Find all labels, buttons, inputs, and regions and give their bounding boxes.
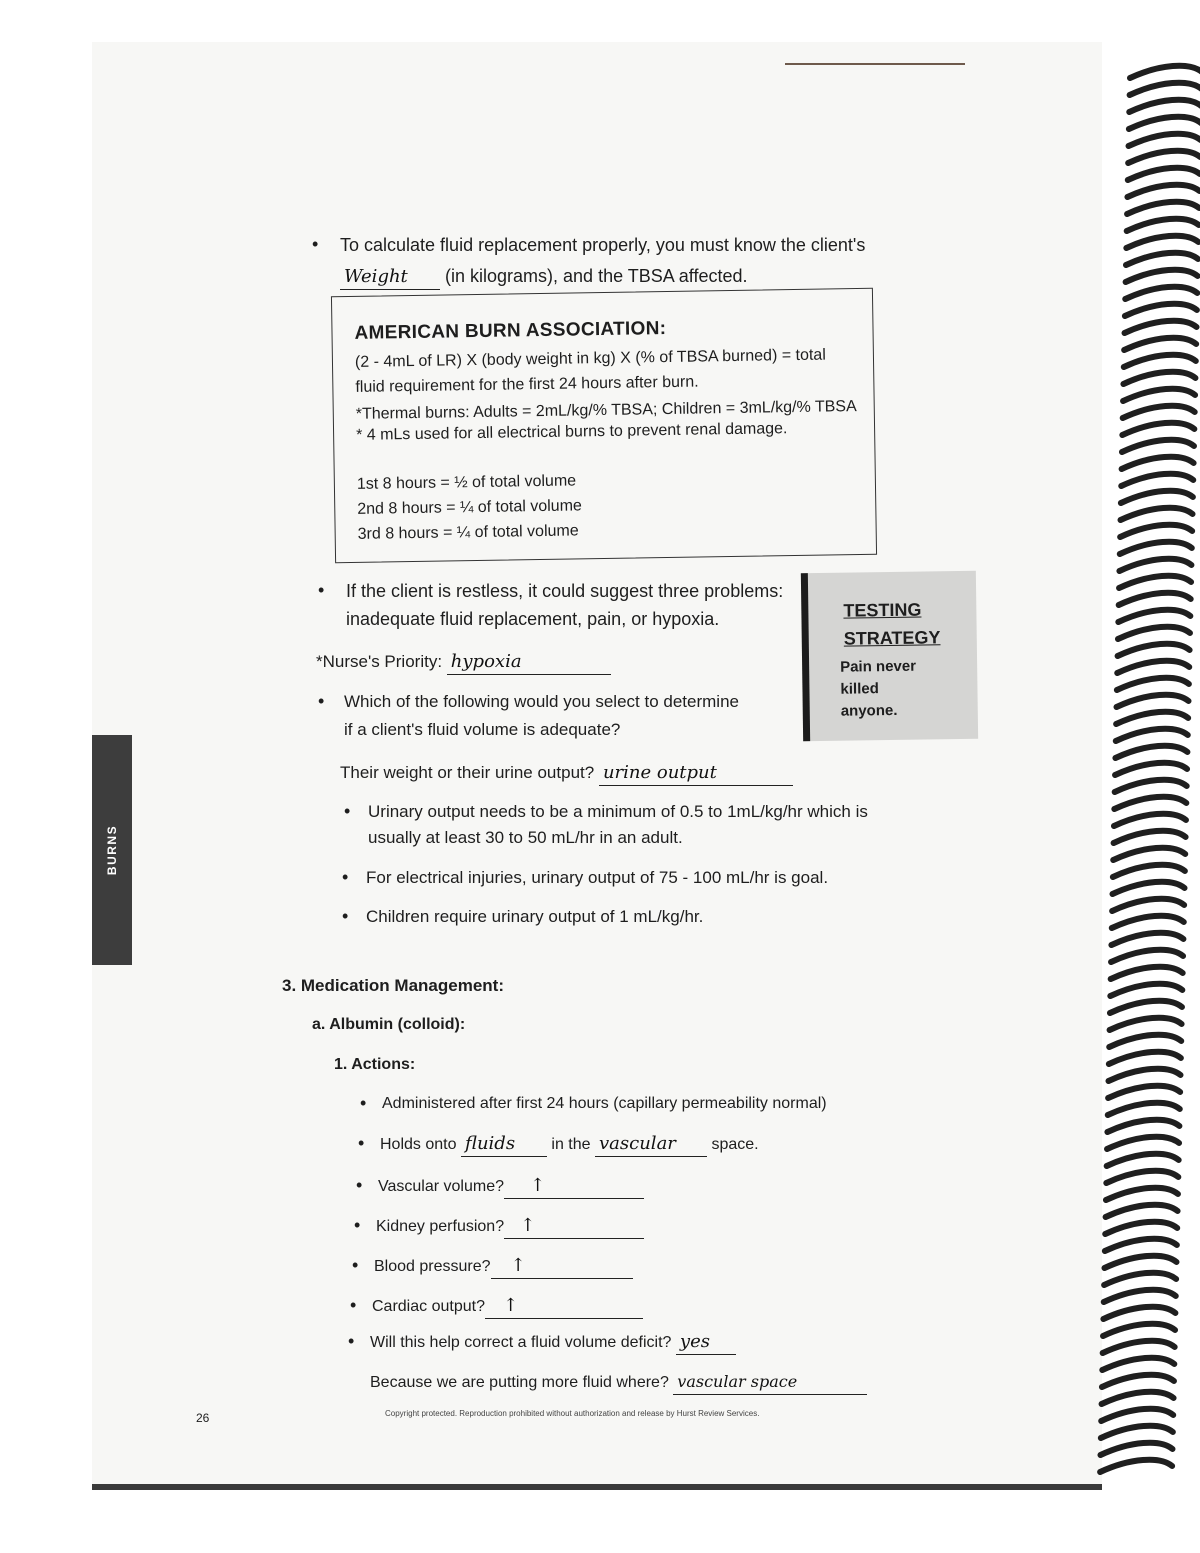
page-number: 26 xyxy=(196,1411,210,1425)
spiral-coil xyxy=(1124,338,1196,350)
which-line2: if a client's fluid volume is adequate? xyxy=(344,720,621,739)
vascular-volume-label: Vascular volume? xyxy=(378,1178,504,1195)
spiral-coil xyxy=(1100,1460,1172,1472)
spiral-coil xyxy=(1125,287,1197,299)
spiral-coil xyxy=(1102,1375,1174,1387)
spiral-coil xyxy=(1127,202,1199,214)
spiral-coil xyxy=(1119,593,1191,605)
spiral-coil xyxy=(1111,950,1183,962)
spiral-coil xyxy=(1115,763,1187,775)
spiral-coil xyxy=(1103,1324,1175,1336)
spiral-coil xyxy=(1109,1069,1181,1081)
strategy-body xyxy=(840,656,917,723)
bottom-edge-line xyxy=(92,1484,1102,1490)
side-tab-label: BURNS xyxy=(105,824,120,876)
restless-line2: inadequate fluid replacement, pain, or hypoxia. xyxy=(346,609,720,629)
administered-text: Administered after first 24 hours (capillary permeability normal) xyxy=(382,1095,827,1112)
holds-label-3: space. xyxy=(711,1136,759,1153)
kidney-perfusion-row xyxy=(376,1214,644,1239)
spiral-coil xyxy=(1126,270,1198,282)
spiral-coil xyxy=(1111,967,1183,979)
bullet-dot: • xyxy=(318,691,325,711)
spiral-coil xyxy=(1121,508,1193,520)
bullet-dot: • xyxy=(360,1093,367,1113)
strategy-heading-line2: STRATEGY xyxy=(843,627,941,649)
spiral-coil xyxy=(1128,151,1200,163)
bullet-dot: • xyxy=(342,906,349,926)
strategy-body-line2: killed xyxy=(840,680,879,698)
electrical-goal: For electrical injuries, urinary output of 75 - 100 mL/hr is goal. xyxy=(366,868,829,887)
where-answer[interactable]: vascular space xyxy=(673,1370,867,1395)
strategy-bar xyxy=(801,573,810,741)
bullet-dot: • xyxy=(354,1215,361,1235)
spiral-coil xyxy=(1114,831,1186,843)
spiral-coil xyxy=(1106,1188,1178,1200)
spiral-coil xyxy=(1105,1256,1177,1268)
spiral-coil xyxy=(1129,100,1200,112)
weight-or-urine-answer[interactable]: urine output xyxy=(599,761,793,786)
spiral-coil xyxy=(1117,661,1189,673)
spiral-coil xyxy=(1116,712,1188,724)
bullet-dot: • xyxy=(348,1331,355,1351)
spiral-coil xyxy=(1108,1086,1180,1098)
holds-answer-1[interactable]: fluids xyxy=(461,1132,547,1157)
copyright-footer: Copyright protected. Reproduction prohibited without authorization and release by Hurst Review Services. xyxy=(385,1409,760,1418)
spiral-coil xyxy=(1107,1120,1179,1132)
nurse-priority-row xyxy=(316,650,611,675)
blood-pressure-label: Blood pressure? xyxy=(374,1258,491,1275)
spiral-coil xyxy=(1112,899,1184,911)
spiral-coil xyxy=(1124,355,1196,367)
fluid-calc-line2-row xyxy=(340,264,748,290)
spiral-coil xyxy=(1106,1205,1178,1217)
bullet-dot: • xyxy=(356,1175,363,1195)
spiral-binding xyxy=(1090,0,1200,1553)
aba-electrical-note: * 4 mLs used for all electrical burns to prevent renal damage. xyxy=(355,420,788,444)
spiral-coil xyxy=(1109,1052,1181,1064)
spiral-coil xyxy=(1106,1171,1178,1183)
spiral-coil xyxy=(1114,797,1186,809)
fluid-calc-line1: To calculate fluid replacement properly, you must know the client's xyxy=(340,235,866,255)
spiral-coil xyxy=(1110,1001,1182,1013)
aba-hours-1: 1st 8 hours = ½ of total volume xyxy=(356,472,577,493)
spiral-coil xyxy=(1112,916,1184,928)
spiral-coil xyxy=(1116,729,1188,741)
spiral-coil xyxy=(1113,882,1185,894)
spiral-coil xyxy=(1122,423,1194,435)
bullet-dot: • xyxy=(342,867,349,887)
spiral-coil xyxy=(1118,627,1190,639)
chapter-side-tab xyxy=(92,735,132,965)
spiral-coil xyxy=(1123,406,1195,418)
spiral-coil xyxy=(1122,440,1194,452)
cardiac-output-row xyxy=(372,1294,643,1319)
where-label: Because we are putting more fluid where? xyxy=(370,1374,669,1391)
spiral-coil xyxy=(1109,1035,1181,1047)
restless-line1: If the client is restless, it could suggest three problems: xyxy=(346,581,784,601)
spiral-coil xyxy=(1103,1341,1175,1353)
strategy-body-line1: Pain never xyxy=(840,657,917,676)
aba-thermal-note: *Thermal burns: Adults = 2mL/kg/% TBSA; Children = 3mL/kg/% TBSA xyxy=(355,398,857,423)
deficit-label: Will this help correct a fluid volume deficit? xyxy=(370,1334,672,1351)
spiral-coil xyxy=(1129,117,1200,129)
spiral-coil xyxy=(1117,678,1189,690)
spiral-coil xyxy=(1115,746,1187,758)
nurse-priority-label: *Nurse's Priority: xyxy=(316,652,443,671)
vascular-volume-row xyxy=(378,1174,644,1199)
urinary-line2: usually at least 30 to 50 mL/hr in an adult. xyxy=(368,828,683,847)
deficit-answer[interactable]: yes xyxy=(676,1330,736,1355)
spiral-coil xyxy=(1121,474,1193,486)
urinary-line1: Urinary output needs to be a minimum of 0.5 to 1mL/kg/hr which is xyxy=(368,802,868,821)
spiral-coil xyxy=(1102,1358,1174,1370)
spiral-coil xyxy=(1118,610,1190,622)
spiral-coil xyxy=(1104,1273,1176,1285)
spiral-coil xyxy=(1119,559,1191,571)
nurse-priority-answer[interactable]: hypoxia xyxy=(447,650,611,675)
spiral-coil xyxy=(1100,1443,1172,1455)
weight-or-urine-row xyxy=(340,761,793,786)
bullet-dot: • xyxy=(358,1133,365,1153)
spiral-coil xyxy=(1103,1307,1175,1319)
spiral-coil xyxy=(1115,780,1187,792)
strategy-body-line3: anyone. xyxy=(840,701,898,720)
holds-label-1: Holds onto xyxy=(380,1136,457,1153)
bullet-dot: • xyxy=(344,801,351,821)
spiral-coil xyxy=(1122,457,1194,469)
spiral-coil xyxy=(1117,695,1189,707)
spiral-coil xyxy=(1108,1103,1180,1115)
which-line1: Which of the following would you select to determine xyxy=(344,692,739,711)
fluid-calc-answer[interactable]: Weight xyxy=(340,265,440,290)
spiral-coil xyxy=(1130,83,1200,95)
aba-hours-2: 2nd 8 hours = ¼ of total volume xyxy=(357,497,582,518)
spiral-coil xyxy=(1105,1222,1177,1234)
spiral-coil xyxy=(1127,185,1199,197)
holds-onto-row xyxy=(380,1132,759,1157)
aba-formula-box xyxy=(331,288,877,563)
cardiac-output-label: Cardiac output? xyxy=(372,1298,485,1315)
spiral-coil xyxy=(1114,814,1186,826)
spiral-coil xyxy=(1120,525,1192,537)
spiral-coil xyxy=(1120,542,1192,554)
spiral-coil xyxy=(1123,372,1195,384)
vascular-volume-up-arrow-icon[interactable]: ↑ xyxy=(504,1174,644,1199)
spiral-coil xyxy=(1107,1154,1179,1166)
spiral-coil xyxy=(1110,1018,1182,1030)
holds-label-2: in the xyxy=(551,1136,591,1153)
spiral-coil xyxy=(1113,865,1185,877)
spiral-coil xyxy=(1126,253,1198,265)
cardiac-output-up-arrow-icon[interactable]: ↑ xyxy=(485,1294,643,1319)
blood-pressure-row xyxy=(374,1254,633,1279)
spiral-coil xyxy=(1101,1426,1173,1438)
spiral-coil xyxy=(1127,219,1199,231)
bullet-dot: • xyxy=(350,1295,357,1315)
where-row xyxy=(370,1370,867,1395)
testing-strategy-box xyxy=(801,571,978,741)
medication-section-title: 3. Medication Management: xyxy=(282,976,504,995)
spiral-coil xyxy=(1123,389,1195,401)
spiral-coil xyxy=(1104,1290,1176,1302)
kidney-perfusion-up-arrow-icon[interactable]: ↑ xyxy=(504,1214,644,1239)
spiral-coil xyxy=(1113,848,1185,860)
fluid-calc-line2: (in kilograms), and the TBSA affected. xyxy=(445,266,748,286)
spiral-coil xyxy=(1126,236,1198,248)
kidney-perfusion-label: Kidney perfusion? xyxy=(376,1218,505,1235)
spiral-coil xyxy=(1121,491,1193,503)
children-output: Children require urinary output of 1 mL/kg/hr. xyxy=(366,907,704,926)
spiral-coil xyxy=(1125,304,1197,316)
top-edge-line xyxy=(785,63,965,65)
holds-answer-2[interactable]: vascular xyxy=(595,1132,707,1157)
blood-pressure-up-arrow-icon[interactable]: ↑ xyxy=(491,1254,633,1279)
spiral-coil xyxy=(1119,576,1191,588)
aba-formula-line1: (2 - 4mL of LR) X (body weight in kg) X (% of TBSA burned) = total xyxy=(354,346,826,371)
aba-formula-line2: fluid requirement for the first 24 hours after burn. xyxy=(355,373,699,396)
spiral-coil xyxy=(1118,644,1190,656)
spiral-coil xyxy=(1129,134,1200,146)
spiral-coils xyxy=(1100,66,1200,1472)
spiral-coil xyxy=(1125,321,1197,333)
bullet-dot: • xyxy=(352,1255,359,1275)
bullet-dot: • xyxy=(318,580,325,600)
spiral-coil xyxy=(1111,933,1183,945)
weight-or-urine-label: Their weight or their urine output? xyxy=(340,763,595,782)
bullet-dot: • xyxy=(312,234,319,254)
actions-heading: 1. Actions: xyxy=(334,1056,416,1073)
spiral-coil xyxy=(1105,1239,1177,1251)
aba-hours-3: 3rd 8 hours = ¼ of total volume xyxy=(357,522,579,543)
deficit-row xyxy=(370,1330,736,1355)
spiral-coil xyxy=(1130,66,1200,78)
aba-title: AMERICAN BURN ASSOCIATION: xyxy=(354,318,667,344)
spiral-coil xyxy=(1101,1409,1173,1421)
albumin-subsection: a. Albumin (colloid): xyxy=(312,1016,466,1033)
strategy-heading xyxy=(843,595,940,652)
spiral-coil xyxy=(1128,168,1200,180)
strategy-heading-line1: TESTING xyxy=(843,599,922,621)
spiral-coil xyxy=(1102,1392,1174,1404)
spiral-coil xyxy=(1107,1137,1179,1149)
spiral-coil xyxy=(1110,984,1182,996)
